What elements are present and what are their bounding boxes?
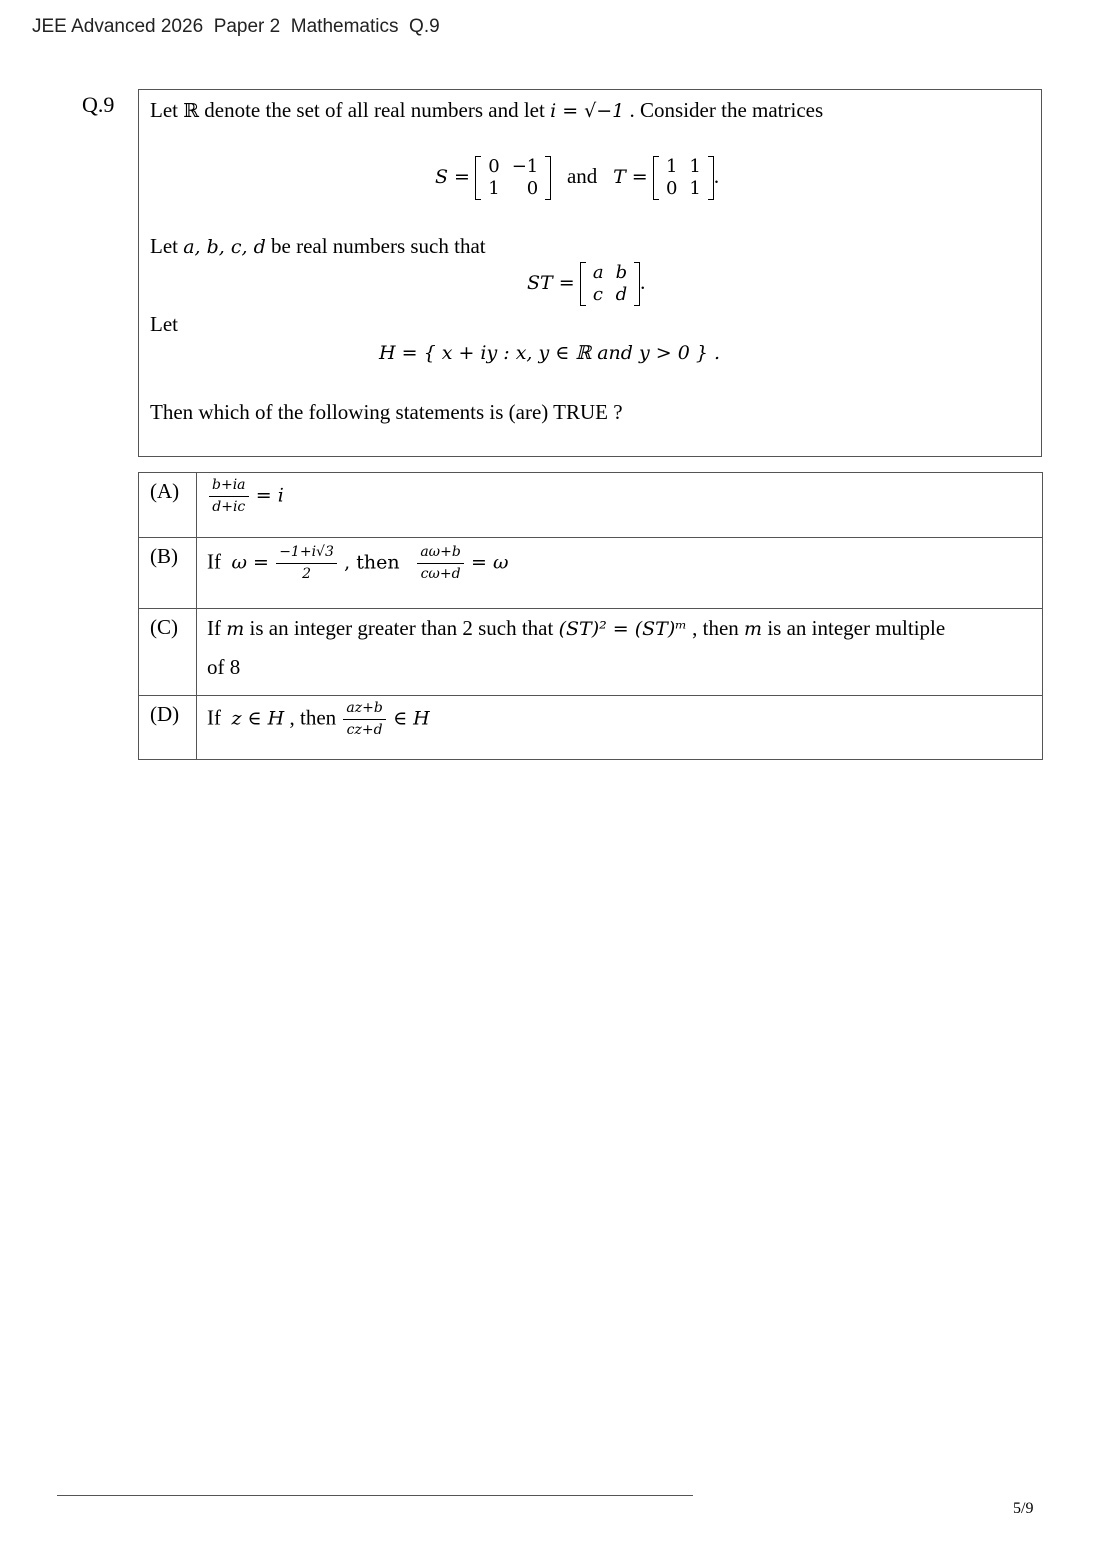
option-text [197, 473, 1043, 538]
vars: a, b, c, d [183, 236, 266, 258]
s-cell: 1 [488, 178, 500, 199]
page-header: JEE Advanced 2026 Paper 2 Mathematics Q.9 [32, 16, 440, 37]
if-word: If [207, 705, 221, 730]
s-cell: −1 [511, 156, 539, 177]
option-d [139, 696, 1043, 760]
expr-rest: ∈ H [393, 707, 430, 730]
let-word: Let [150, 312, 178, 336]
i-definition: i = √−1 [550, 100, 625, 122]
z-in-h: z ∈ H [231, 707, 285, 730]
s-cell: 0 [526, 178, 539, 199]
final-line: Then which of the following statements is (are) TRUE ? [150, 400, 623, 424]
text-part: of 8 [207, 655, 241, 679]
t-cell: 1 [665, 156, 678, 177]
m-var: m [226, 618, 245, 640]
option-text [197, 696, 1043, 760]
matrix-t [653, 156, 714, 200]
expr-rest: = ω [471, 551, 509, 574]
question-box [138, 89, 1042, 457]
then-word: , then [344, 551, 400, 574]
omega-fraction: $\frac{-1+i√3}{2}$ [276, 544, 337, 583]
and-word: and [566, 163, 598, 188]
t-cell: 1 [689, 178, 701, 199]
t-cell: 1 [689, 156, 701, 177]
line2-post: be real numbers such that [265, 234, 486, 258]
option-label: (A) [139, 473, 197, 538]
matrix-st [580, 262, 640, 306]
then-word: , then [289, 705, 337, 730]
option-text [197, 609, 1043, 696]
matrices-line: S = 0 −1 1 0 and T = 1 1 0 1 . [435, 156, 720, 199]
option-c [139, 609, 1043, 696]
intro-post: . Consider the matrices [624, 98, 824, 122]
st-cell: b [615, 262, 628, 283]
fraction: $\frac{az+b}{cz+d}$ [343, 700, 385, 739]
power-expr: (ST)² = (ST)ᵐ [558, 618, 687, 640]
line2-pre: Let [150, 234, 184, 258]
expr-rest: = i [255, 484, 284, 507]
footer-rule [57, 1495, 693, 1496]
matrix-s [475, 156, 551, 200]
text-part: is an integer greater than 2 such that [244, 616, 559, 640]
st-label: ST = [527, 271, 575, 294]
intro-line [150, 98, 823, 123]
page-number: 5/9 [1013, 1500, 1034, 1517]
if-word: If [207, 549, 221, 574]
intro-pre: Let [150, 98, 184, 122]
fraction: $\frac{b+ia}{d+ic}$ [209, 477, 249, 516]
fraction: $\frac{a\omega+b}{c\omega+d}$ [417, 544, 463, 583]
t-cell: 0 [665, 178, 678, 199]
option-label: (B) [139, 538, 197, 609]
text-part: If [207, 616, 227, 640]
omega-eq: ω = [231, 551, 269, 574]
intro-mid: denote the set of all real numbers and let [199, 98, 551, 122]
abcd-line [150, 234, 486, 259]
h-definition: H = { x + iy : x, y ∈ ℝ and y > 0 } . [379, 342, 720, 364]
t-label: T = [613, 165, 648, 188]
option-a [139, 473, 1043, 538]
st-cell: d [615, 284, 628, 305]
m-var: m [744, 618, 763, 640]
text-part: is an integer multiple [762, 616, 946, 640]
reals-symbol: ℝ [183, 100, 200, 122]
text-part: , then [686, 616, 745, 640]
s-cell: 0 [488, 156, 500, 177]
option-label: (C) [139, 609, 197, 696]
options-table [138, 472, 1043, 760]
st-cell: c [592, 284, 603, 305]
option-text [197, 538, 1043, 609]
s-label: S = [435, 165, 470, 188]
question-number: Q.9 [82, 92, 115, 117]
st-line: ST = a b c d . [527, 262, 646, 305]
option-b [139, 538, 1043, 609]
option-label: (D) [139, 696, 197, 760]
st-cell: a [592, 262, 604, 283]
